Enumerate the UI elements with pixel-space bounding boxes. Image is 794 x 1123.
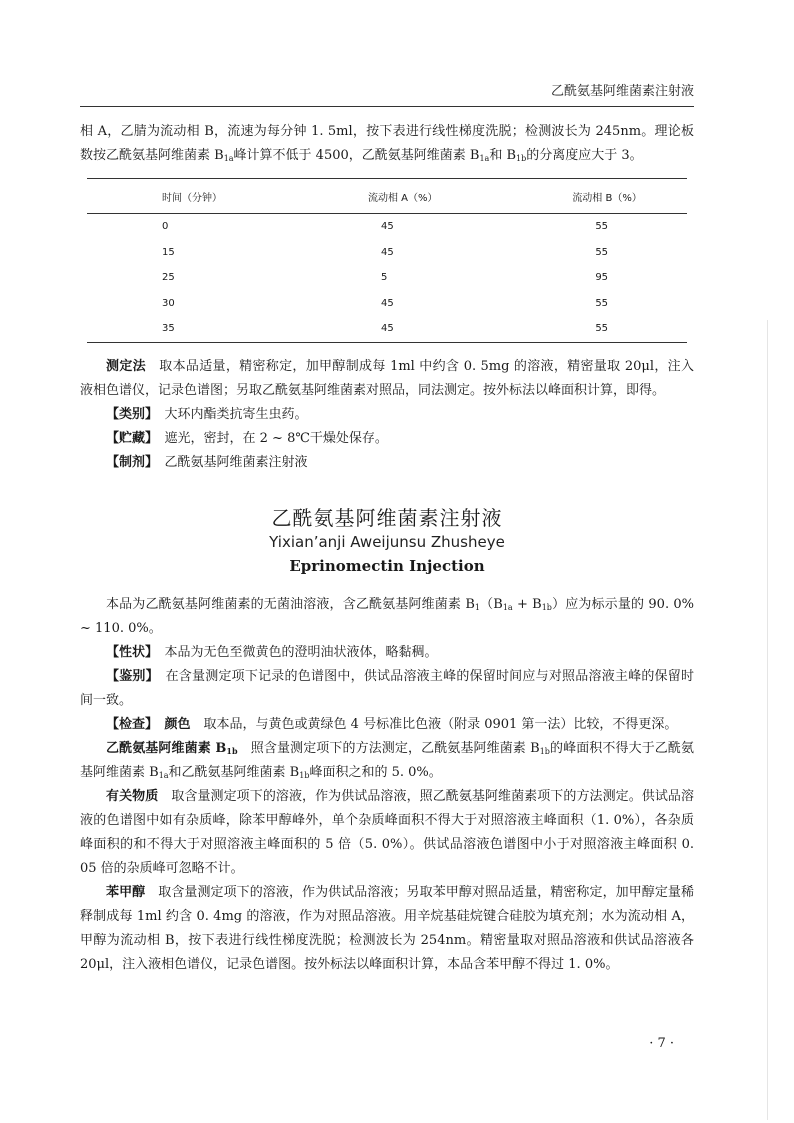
identification-paragraph: 【鉴别】 在含量测定项下记录的色谱图中，供试品溶液主峰的保留时间应与对照品溶液主峰的保留时间一致。 [80,668,694,708]
table-header-row [87,179,687,214]
category-paragraph: 【类别】 大环内酯类抗寄生虫药。 [106,406,308,422]
cell-phase-b: 95 [595,272,609,284]
cell-time: 15 [162,246,175,258]
cell-time: 35 [162,323,175,335]
col-phase-a-header: 流动相 A（%） [368,192,438,204]
identification-label: 【鉴别】 [106,668,153,684]
intro-paragraph: 相 A，乙腈为流动相 B，流速为每分钟 1. 5ml，按下表进行线性梯度洗脱；检测波长为 245nm。理论板数按乙酰氨基阿维菌素 $B_{1a}$峰计算不低于 4500，乙酰氨基阿维菌素 $B_{1a}$和 $B_{1b}$的分离度应大于 3。 [80,124,694,163]
character-paragraph: 【性状】 本品为无色至微黄色的澄明油状液体，略黏稠。 [106,644,438,660]
table-row [87,265,687,291]
monograph-title: 乙酰氨基阿维菌素注射液 [271,505,503,530]
storage-label: 【贮藏】 [106,430,152,446]
tests-paragraph: 【检查】 颜色 取本品，与黄色或黄绿色 4 号标准比色液（附录 0901 第一法）比较，不得更深。 [106,716,678,732]
character-label: 【性状】 [106,644,152,660]
assay-label: 测定法 [106,358,146,374]
table-row [87,240,687,266]
running-header: 乙酰氨基阿维菌素注射液 [550,84,694,99]
assay-paragraph: 测定法 取本品适量，精密称定，加甲醇制成每 1ml 中约含 0. 5mg 的溶液，精密量取 20μl，注入液相色谱仪，记录色谱图；另取乙酰氨基阿维菌素对照品，同法测定。按外标法以峰面积计算，即得。 [80,358,694,398]
monograph-latin-name: Eprinomectin Injection [289,556,485,575]
cell-time: 0 [162,221,169,233]
related-substances-paragraph: 有关物质 取含量测定项下的溶液，作为供试品溶液，照乙酰氨基阿维菌素项下的方法测定。供试品溶液的色谱图中如有杂质峰，除苯甲醇峰外，单个杂质峰面积不得大于对照溶液主峰面积（1. 0%），各杂质峰面积的和不得大于对照溶液主峰面积的 5 倍（5. 0%）。供试品溶液色谱图中小于对照溶液主峰面积 0. 05 倍的杂质峰可忽略不计。 [80,788,694,876]
table-row [87,316,687,342]
header-rule [80,106,694,107]
col-time-header: 时间（分钟） [162,192,222,204]
table-row [87,214,687,240]
monograph-pinyin: Yixian’anji Aweijunsu Zhusheye [269,532,505,551]
tests-label: 【检查】 [106,716,152,732]
color-test-label: 颜色 [151,716,191,732]
benzyl-alcohol-paragraph: 苯甲醇 取含量测定项下的溶液，作为供试品溶液；另取苯甲醇对照品适量，精密称定，加甲醇定量稀释制成每 1ml 约含 0. 4mg 的溶液，作为对照品溶液。用辛烷基硅烷键合硅胶为填充剂；水为流动相 A，甲醇为流动相 B，按下表进行线性梯度洗脱；检测波长为 254nm。精密量取对照品溶液和供试品溶液各 20μl，注入液相色谱仪，记录色谱图。按外标法以峰面积计算，本品含苯甲醇不得过 1. 0%。 [80,884,694,972]
scan-edge-line [767,320,768,1120]
gradient-table [87,178,687,343]
cell-phase-a: 45 [381,297,394,309]
preparation-paragraph: 【制剂】 乙酰氨基阿维菌素注射液 [106,454,308,470]
content-spec-paragraph: 本品为乙酰氨基阿维菌素的无菌油溶液，含乙酰氨基阿维菌素 $B_1(B_{1a} + B_{1b})$应为标示量的 90. 0% ~ 110. 0%。 [80,596,694,636]
cell-phase-a: 45 [381,221,394,233]
related-substances-label: 有关物质 [106,788,159,804]
cell-phase-b: 55 [595,323,609,335]
preparation-label: 【制剂】 [106,454,152,470]
cell-time: 25 [162,272,175,284]
benzyl-alcohol-label: 苯甲醇 [106,884,146,900]
b1b-test-paragraph: 乙酰氨基阿维菌素 $B_{1b}$ 照含量测定项下的方法测定，乙酰氨基阿维菌素 $B_{1b}$的峰面积不得大于乙酰氨基阿维菌素 $B_{1a}$和乙酰氨基阿维菌素 $B_{1b}$峰面积之和的 5. 0%。 [80,740,695,780]
cell-time: 30 [162,297,175,309]
b1b-test-label: 乙酰氨基阿维菌素 $B_{1b}$ [106,740,238,756]
page-number: · 7 · [649,1036,674,1051]
cell-phase-b: 55 [595,297,609,309]
cell-phase-a: 45 [381,323,394,335]
storage-paragraph: 【贮藏】 遮光，密封，在 2 ~ 8℃干燥处保存。 [106,430,388,446]
page-content [80,120,694,977]
col-phase-b-header: 流动相 B（%） [572,192,642,204]
cell-phase-a: 5 [381,272,388,284]
cell-phase-b: 55 [595,221,609,233]
cell-phase-a: 45 [381,246,394,258]
cell-phase-b: 55 [595,246,609,258]
table-row [87,291,687,317]
category-label: 【类别】 [106,406,152,422]
